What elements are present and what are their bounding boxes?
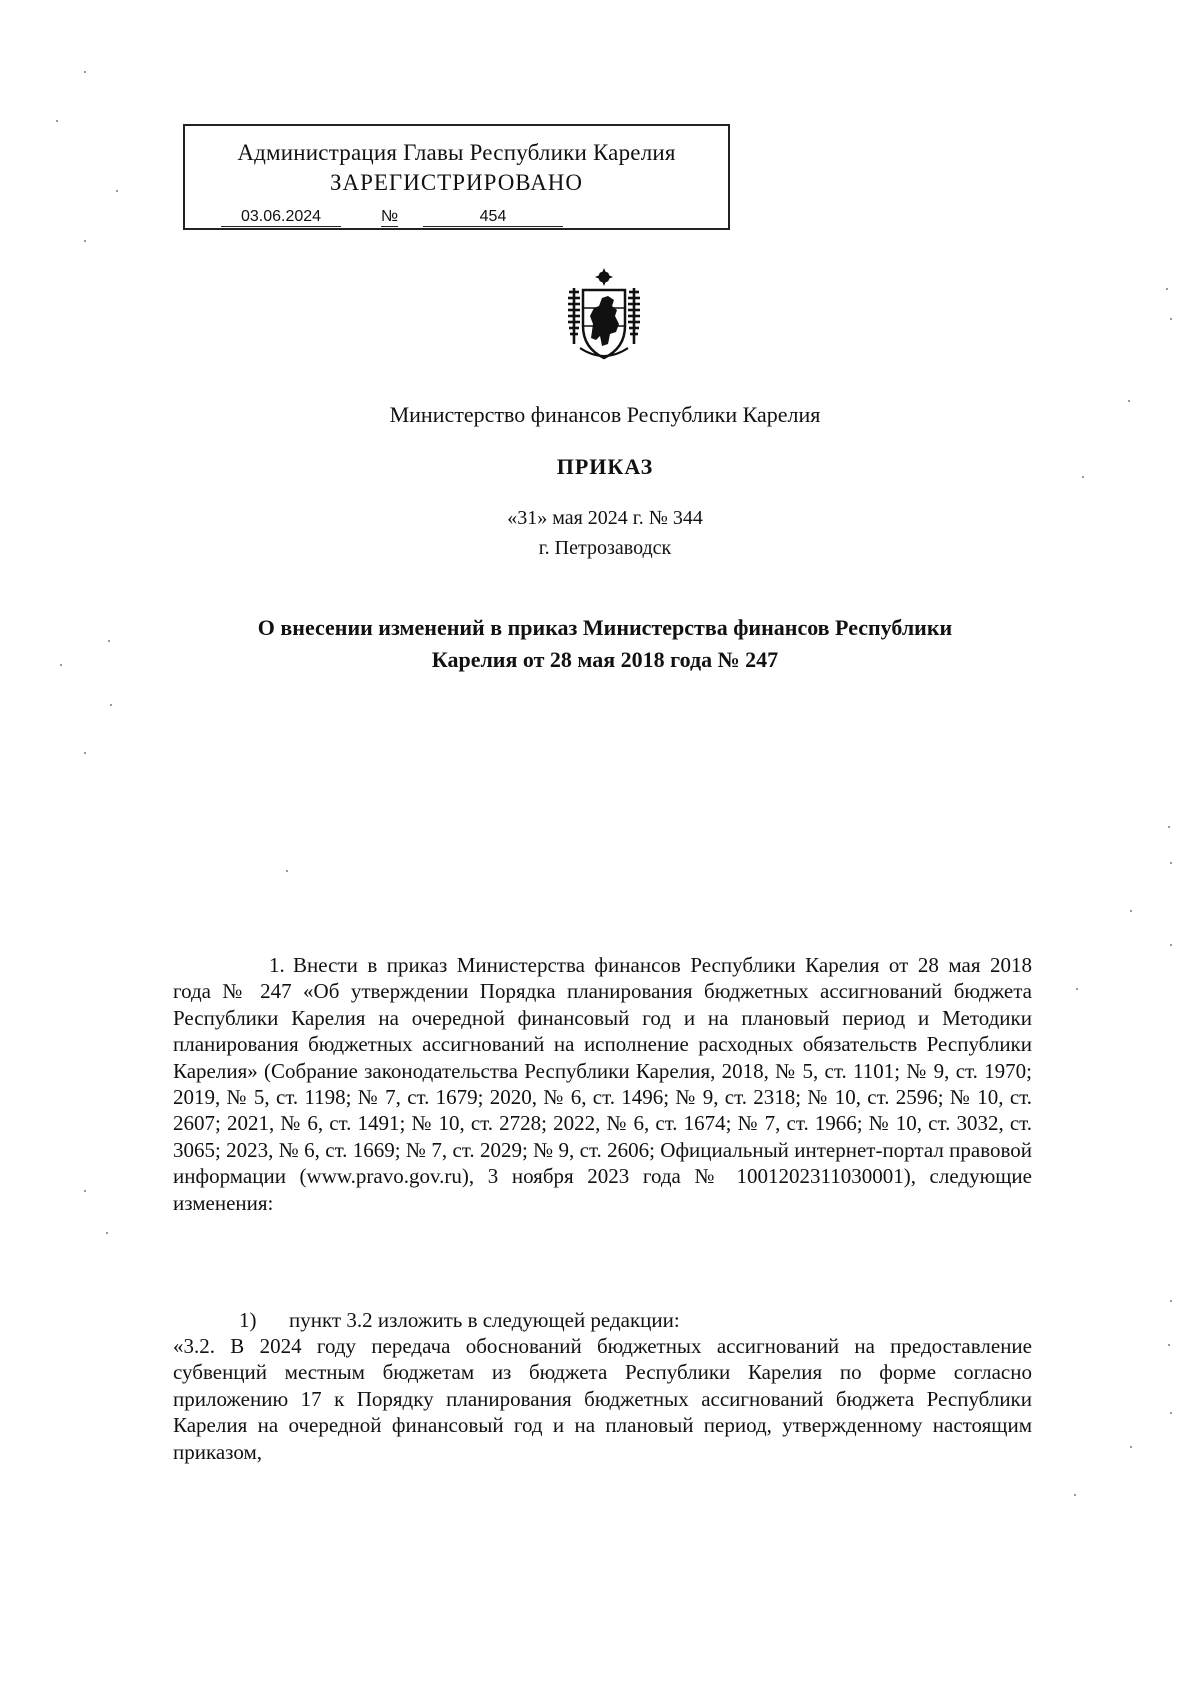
stamp-number: 454 [423, 208, 563, 227]
scan-speck [108, 640, 110, 642]
paragraph-1 [173, 952, 1032, 1216]
scan-speck [84, 240, 86, 242]
order-city: г. Петрозаводск [538, 537, 672, 559]
paragraph-1-text: Внести в приказ Министерства финансов Республики Карелия от 28 мая 2018 года № 247 «Об утверждении Порядка планирования бюджетных ассигнований бюджета Республики Карелия на очередной финансовый год и на плановый период и Методики планирования бюджетных ассигнований на исполнение расходных обязательств Республики Карелия» (Собрание законодательства Республики Карелия, 2018, № 5, ст. 1101; № 9, ст. 1970; 2019, № 5, ст. 1198; № 7, ст. 1679; 2020, № 6, ст. 1496; № 9, ст. 2318; № 10, ст. 2596; № 10, ст. 2607; 2021, № 6, ст. 1491; № 10, ст. 2728; 2022, № 6, ст. 1674; № 7, ст. 1966; № 10, ст. 3032, ст. 3065; 2023, № 6, ст. 1669; № 7, ст. 2029; № 9, ст. 2606; Официальный интернет-портал правовой информации (www.pravo.gov.ru), 3 ноября 2023 года № 1001202311030001), следующие изменения: [173, 953, 1032, 1215]
order-subject-line-2: Карелия от 28 мая 2018 года № 247 [431, 647, 779, 672]
scan-speck [1170, 1412, 1172, 1414]
order-subject-line-1: О внесении изменений в приказ Министерства финансов Республики [257, 615, 953, 640]
stamp-date: 03.06.2024 [221, 208, 341, 227]
scan-speck [1130, 1446, 1132, 1448]
item-1-number: 1) [239, 1308, 257, 1332]
scan-speck [84, 752, 86, 754]
scan-speck [1170, 944, 1172, 946]
scan-speck [106, 1232, 108, 1234]
stamp-number-sign: № [381, 208, 399, 225]
quoted-clause-3-2: «3.2. В 2024 году передача обоснований бюджетных ассигнований на предоставление субвенций местным бюджетам из бюджета Республики Карелия по форме согласно приложению 17 к Порядку планирования бюджетных ассигнований бюджета Республики Карелия на очередной финансовый год и на плановый период, утвержденному настоящим приказом, [173, 1334, 1032, 1464]
coat-of-arms-icon [566, 268, 642, 364]
scan-speck [84, 71, 86, 73]
scan-speck [1074, 1494, 1076, 1496]
scan-speck [1168, 826, 1170, 828]
scan-speck [1166, 288, 1168, 290]
paragraph-1-number: 1. [269, 953, 285, 977]
scan-speck [1168, 1344, 1170, 1346]
scan-speck [1170, 1300, 1172, 1302]
item-1 [173, 1307, 1032, 1333]
scan-speck [1128, 400, 1130, 402]
scan-speck [1170, 862, 1172, 864]
scan-speck [56, 120, 58, 122]
scan-speck [1170, 318, 1172, 320]
scan-speck [110, 704, 112, 706]
stamp-organization: Администрация Главы Республики Карелия [237, 140, 676, 165]
scan-speck [60, 664, 62, 666]
ministry-name: Министерство финансов Республики Карелия [389, 402, 821, 427]
order-subject [0, 612, 1200, 676]
scan-speck [1130, 910, 1132, 912]
scan-speck [1082, 476, 1084, 478]
order-date-number: «31» мая 2024 г. № 344 [507, 507, 703, 529]
scan-speck [84, 1190, 86, 1192]
registration-stamp [183, 124, 730, 230]
scan-speck [116, 190, 118, 192]
item-1-text: пункт 3.2 изложить в следующей редакции: [289, 1308, 680, 1332]
order-title: ПРИКАЗ [556, 454, 654, 479]
scan-speck [286, 870, 288, 872]
scan-speck [1076, 988, 1078, 990]
stamp-registered-label: ЗАРЕГИСТРИРОВАНО [329, 170, 584, 195]
